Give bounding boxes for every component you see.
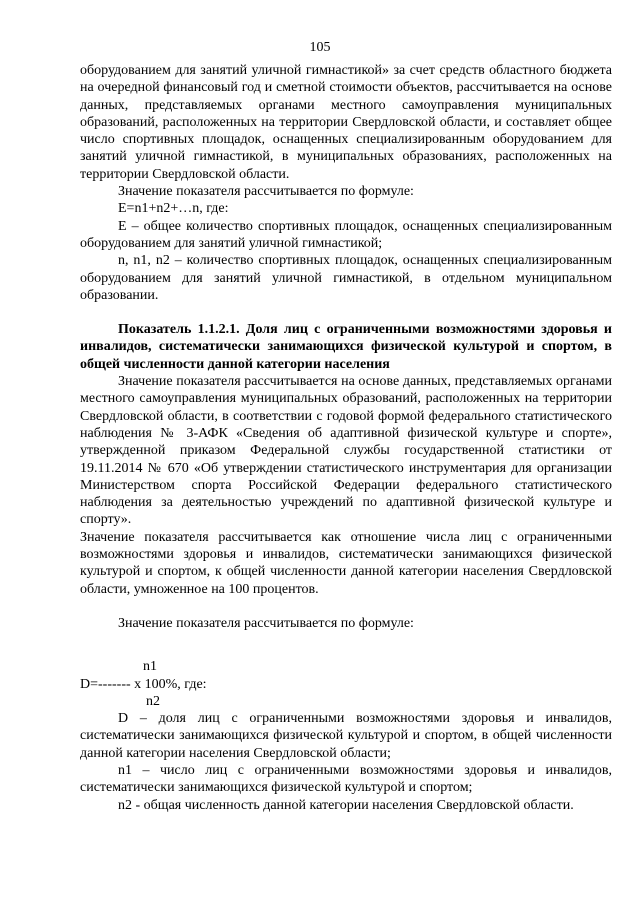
indicator-heading: Показатель 1.1.2.1. Доля лиц с ограниченными возможностями здоровья и инвалидов, систематически занимающихся физической культурой и спортом, в общей численности данной категории населения bbox=[80, 322, 612, 372]
definition-n2: n2 - общая численность данной категории населения Свердловской области. bbox=[118, 797, 574, 813]
paragraph-1: оборудованием для занятий уличной гимнастикой» за счет средств областного бюджета на очередной финансовый год и сметной стоимости объектов, рассчитывается на основе данных, представляемых органами местного самоуправления муниципальных образований, расположенных на территории Свердловской области, и составляет общее число спортивных площадок, оснащенных специализированным оборудованием для занятий уличной гимнастикой, в муниципальных образованиях, расположенных на территории Свердловской области. bbox=[80, 63, 612, 182]
paragraph-data-source: Значение показателя рассчитывается на основе данных, представляемых органами местного самоуправления муниципальных образований, расположенных на территории Свердловской области, в соответствии с годовой формой федерального статистического наблюдения № 3-АФК «Сведения об адаптивной физической культуре и спорте», утвержденной приказом Федеральной службы государственной статистики от 19.11.2014 № 670 «Об утверждении статистического инструментария для организации Министерством спорта Российской Федерации федерального статистического наблюдения за деятельностью учреждений по адаптивной физической культуре и спорту». bbox=[80, 374, 612, 528]
formula-numerator: n1 bbox=[143, 659, 157, 675]
page-content bbox=[80, 62, 612, 814]
page-number: 105 bbox=[309, 40, 331, 55]
definition-e: E – общее количество спортивных площадок, оснащенных специализированным оборудованием для занятий уличной гимнастикой; bbox=[80, 218, 612, 251]
definition-n1: n1 – число лиц с ограниченными возможностями здоровья и инвалидов, систематически занимающихся физической культурой и спортом; bbox=[80, 762, 612, 796]
definition-d: D – доля лиц с ограниченными возможностями здоровья и инвалидов, систематически занимающихся физической культурой и спортом, в общей численности данной категории населения Свердловской области; bbox=[80, 711, 612, 761]
paragraph-calculation: Значение показателя рассчитывается как отношение числа лиц с ограниченными возможностями здоровья и инвалидов, систематически занимающихся физической культурой и спортом, к общей численности данной категории населения Свердловской области, умноженное на 100 процентов. bbox=[80, 529, 612, 597]
paragraph-formula-intro-2: Значение показателя рассчитывается по формуле: bbox=[118, 615, 414, 631]
paragraph-formula-intro-1: Значение показателя рассчитывается по формуле: bbox=[118, 184, 414, 200]
formula-d: D=------- x 100%, где: bbox=[80, 676, 207, 692]
formula-e: E=n1+n2+…n, где: bbox=[118, 201, 229, 217]
formula-denominator: n2 bbox=[146, 693, 160, 709]
definition-n: n, n1, n2 – количество спортивных площадок, оснащенных специализированным оборудованием для занятий уличной гимнастикой, в отдельном муниципальном образовании. bbox=[80, 253, 612, 303]
